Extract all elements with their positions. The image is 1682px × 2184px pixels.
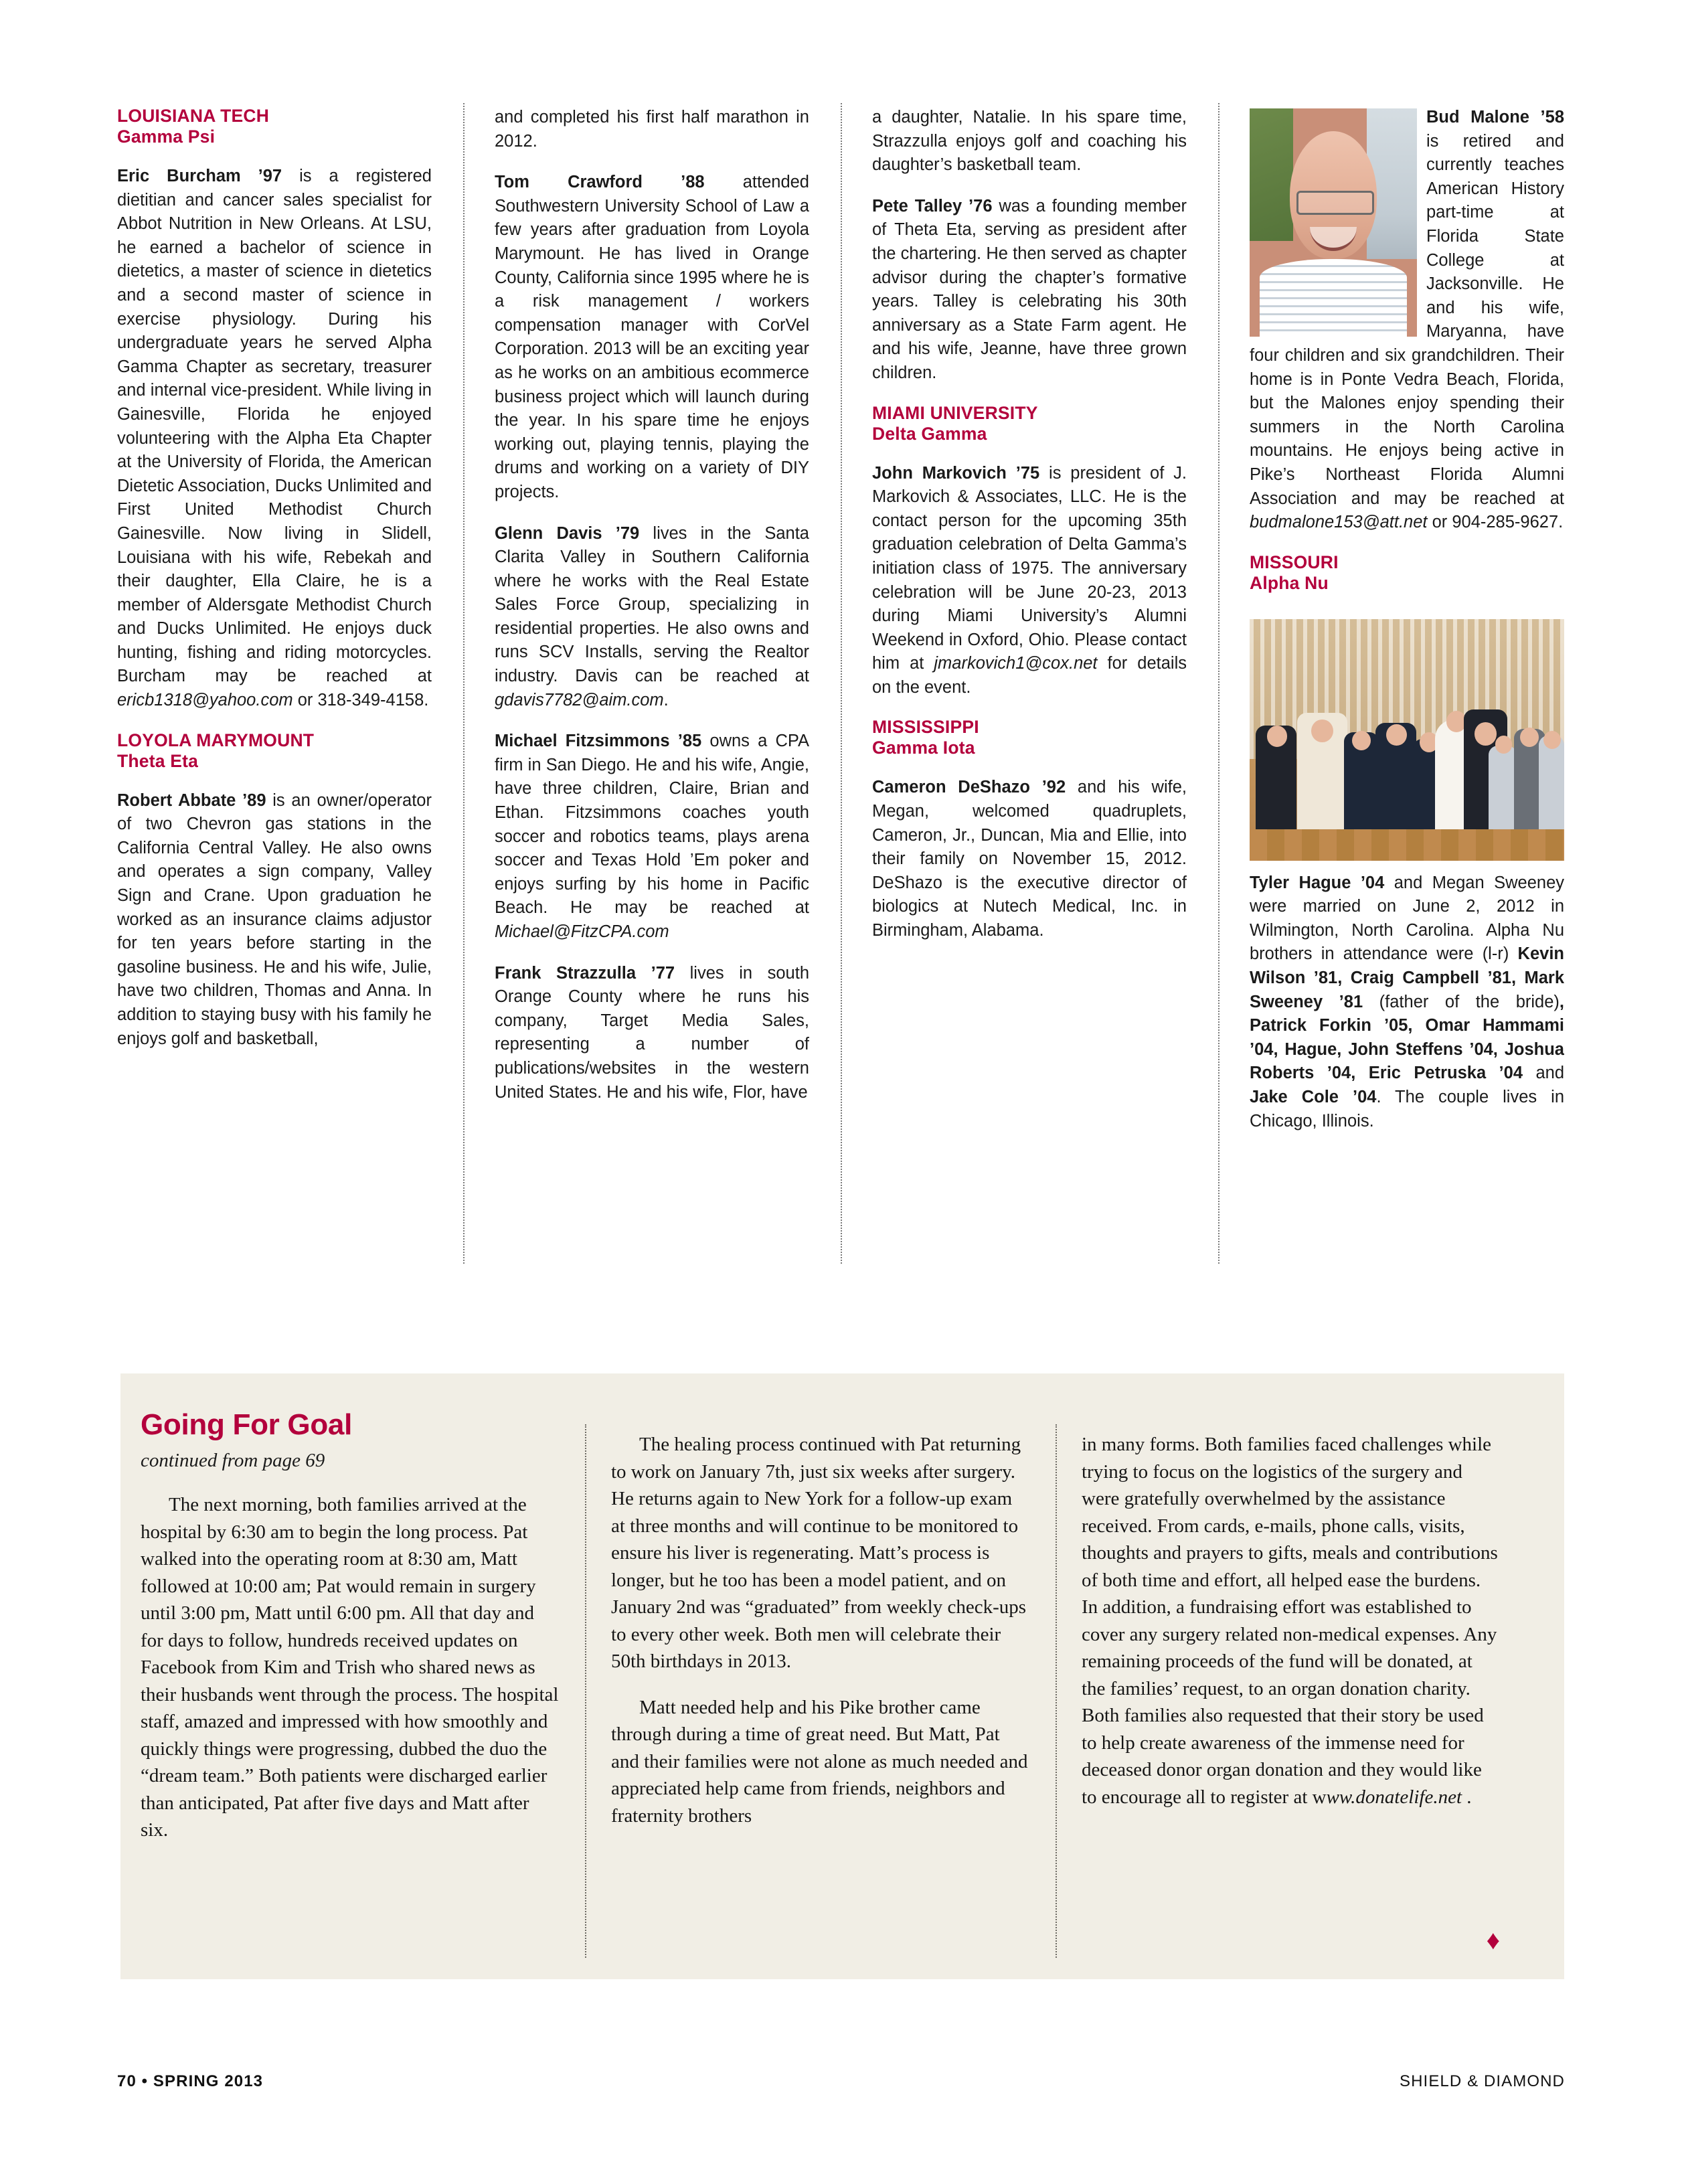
entry-email[interactable]: budmalone153@att.net [1250, 513, 1428, 532]
article-paragraph: The healing process continued with Pat returning to work on January 7th, just six weeks after surgery. He returns again to New York for a follow-up exam at three months and will continue to be monitored to ensure his liver is regenerating. Matt’s process is longer, but he too has been a model patient, and on January 2nd was “graduated” from weekly check-ups to every other week. Both men will celebrate their 50th birthdays in 2013. [611, 1434, 1027, 1672]
entry-body: is a registered dietitian and cancer sales specialist for Abbot Nutrition in New Orleans. At LSU, he earned a bachelor of science in dietetics, a master of science in dietetics and a second master of science in exercise physiology. During his undergraduate years he served Alpha Gamma Chapter as secretary, treasurer and internal vice-president. While living in Gainesville, Florida he enjoyed volunteering with the Alpha Eta Chapter at the University of Florida, the American Dietetic Association, Ducks Unlimited and First United Methodist Church Gainesville. Now living in Slidell, Louisiana with his wife, Rebekah and their daughter, Ella Claire, he is a member of Aldersgate Methodist Church and Ducks Unlimited. He enjoys duck hunting, fishing and riding motorcycles. Burcham may be reached at [117, 167, 432, 686]
news-entry-robert-abbate [117, 789, 432, 1052]
news-continuation: and completed his first half marathon in 2012. [495, 108, 809, 151]
column-divider-1 [432, 106, 495, 1270]
entry-name: John Markovich ’75 [872, 463, 1040, 483]
column-divider-3 [1187, 106, 1250, 1270]
entry-body-after: for details on the event. [872, 654, 1187, 697]
entry-name: Pete Talley ’76 [872, 196, 993, 216]
news-entry-pete-talley [872, 195, 1187, 386]
article-column-2 [611, 1390, 1029, 1966]
news-entry-cameron-deshazo [872, 776, 1187, 942]
news-entry-eric-burcham [117, 165, 432, 713]
entry-email[interactable]: jmarkovich1@cox.net [934, 654, 1098, 673]
entry-name: Michael Fitzsimmons ’85 [495, 732, 702, 751]
bud-malone-entry [1250, 106, 1564, 535]
photo-caption-tyler-hague [1250, 871, 1564, 1134]
chapter-heading-mississippi [872, 717, 1187, 758]
news-entry-frank-strazzulla [495, 962, 809, 1105]
caption-tail: . The couple lives in Chicago, Illinois. [1250, 1088, 1564, 1130]
chapter-heading-louisiana-tech [117, 106, 432, 147]
article-paragraph: The next morning, both families arrived at the hospital by 6:30 am to begin the long process. Pat walked into the operating room at 8:30 am, Matt followed at 10:00 am; Pat would remain in surgery until 3:00 pm, Matt until 6:00 pm. All that day and for days to follow, hundreds received updates on Facebook from Kim and Trish who shared news as their husbands went through the process. The hospital staff, amazed and impressed with how smoothly and quickly things were progressing, dubbed the duo the “dream team.” Both patients were discharged earlier than anticipated, Pat after five days and Matt after six. [141, 1494, 559, 1841]
article-tail: . [1462, 1786, 1472, 1808]
entry-body: lives in south Orange County where he runs his company, Target Media Sales, representing a number of publications/websites in the western United States. He and his wife, Flor, have [495, 963, 809, 1102]
article-paragraph [1082, 1431, 1500, 1811]
entry-body: lives in the Santa Clarita Valley in Southern California where he works with the Real Estate Sales Force Group, specializing in residential properties. He also owns and runs SCV Installs, serving the Realtor industry. Davis can be reached at [495, 523, 809, 686]
chapter-heading-miami-university [872, 403, 1187, 444]
footer-publication-name: SHIELD & DIAMOND [1400, 2072, 1565, 2090]
entry-body: is president of J. Markovich & Associates, LLC. He is the contact person for the upcoming 35th graduation celebration of Delta Gamma’s initiation class of 1975. The anniversary celebration will be June 20-23, 2013 during Miami University’s Alumni Weekend in Oxford, Ohio. Please contact him at [872, 463, 1187, 673]
news-entry-tom-crawford [495, 171, 809, 504]
photo-wood-floor [1250, 829, 1564, 861]
going-for-goal-article-panel [120, 1373, 1564, 1979]
entry-name: Eric Burcham ’97 [117, 167, 282, 185]
entry-email[interactable]: ericb1318@yahoo.com [117, 691, 293, 710]
news-column-3 [872, 106, 1187, 1270]
entry-email[interactable]: Michael@FitzCPA.com [495, 922, 669, 941]
article-divider-1 [559, 1390, 611, 1966]
caption-names-3: Jake Cole ’04 [1250, 1088, 1377, 1107]
news-entry-john-markovich [872, 462, 1187, 700]
entry-email[interactable]: gdavis7782@aim.com [495, 690, 664, 709]
entry-body: owns a CPA firm in San Diego. He and his wife, Angie, have three children, Claire, Brian and Ethan. Fitzsimmons coaches youth soccer and robotics teams, plays arena soccer and Texas Hold ’Em poker and enjoys surfing by his home in Pacific Beach. He may be reached at [495, 732, 809, 918]
photo-striped-polo-shirt [1260, 259, 1407, 337]
alpha-nu-wedding-group-photo [1250, 619, 1564, 861]
chapter-university: MIAMI UNIVERSITY [872, 402, 1038, 423]
entry-body: is retired and currently teaches American History part-time at Florida State College at Jacksonville. He and his wife, Maryanna, have four children and six grandchildren. Their home is in Ponte Vedra Beach, Florida, but the Malones enjoy spending their summers in the North Carolina mountains. He enjoys being active in Pike’s Northeast Florida Alumni Association and may be reached at [1250, 131, 1564, 508]
news-column-2 [495, 106, 809, 1270]
article-column-3: in many forms. Both families faced challenges while trying to focus on the logistics of the surgery and were gratefully overwhelmed by the assistance received. From cards, e-mails, phone calls, visits, thoughts and prayers to gifts, meals and contributions of both time and effort, all helped ease the burdens. In addition, a fundraising effort was established to cover any surgery related non-medical expenses. Any remaining proceeds of the fund will be donated, at the families’ request, to an organ donation charity. Both families also requested that their story be used to help create awareness of the immense need for deceased donor organ donation and they would like to encourage all to register at www.donatelife.net . ♦ [1082, 1390, 1500, 1966]
caption-name: Tyler Hague ’04 [1250, 873, 1385, 892]
donate-life-url[interactable]: ww.donatelife.net [1326, 1786, 1462, 1808]
chapter-name: Alpha Nu [1250, 572, 1329, 593]
article-continued-from: continued from page 69 [141, 1450, 325, 1471]
entry-name: Tom Crawford ’88 [495, 173, 705, 192]
photo-glasses [1296, 191, 1374, 216]
caption-mid-2: and [1523, 1064, 1564, 1083]
article-title: Going For Goal [141, 1408, 353, 1441]
article-divider-2 [1029, 1390, 1082, 1966]
chapter-name: Delta Gamma [872, 423, 987, 444]
column-divider-2 [809, 106, 872, 1270]
caption-names-1: Kevin Wilson ’81, Craig Campbell ’81, Mark Sweeney ’81 [1250, 944, 1564, 1011]
caption-mid: (father of the bride) [1363, 992, 1560, 1011]
photo-tree-background [1250, 108, 1293, 241]
entry-name: Glenn Davis ’79 [495, 523, 640, 543]
entry-body-after: or 318-349-4158. [292, 691, 429, 710]
chapter-heading-missouri [1250, 552, 1564, 594]
news-continuation: a daughter, Natalie. In his spare time, Strazzulla enjoys golf and coaching his daughter’s basketball team. [872, 108, 1187, 175]
entry-body: is an owner/operator of two Chevron gas stations in the California Central Valley. He also owns and operates a sign company, Valley Sign and Crane. Upon graduation he worked as an insurance claims adjustor for ten years before starting in the gasoline business. He and his wife, Julie, have two children, Thomas and Anna. In addition to staying busy with his family he enjoys golf and basketball, [117, 790, 432, 1048]
entry-name: Bud Malone ’58 [1426, 108, 1564, 127]
news-entry-michael-fitzsimmons [495, 730, 809, 944]
entry-body-after: . [663, 690, 669, 709]
entry-body: was a founding member of Theta Eta, serving as president after the chartering. He then served as chapter advisor during the chapter’s formative years. Talley is celebrating his 30th anniversary as a State Farm agent. He and his wife, Jeanne, have three grown children. [872, 196, 1187, 382]
entry-name: Frank Strazzulla ’77 [495, 963, 675, 983]
chapter-university: LOYOLA MARYMOUNT [117, 730, 315, 750]
caption-body: and Megan Sweeney were married on June 2, 2012 in Wilmington, North Carolina. Alpha Nu brothers in attendance were (l-r) [1250, 873, 1564, 964]
chapter-university: LOUISIANA TECH [117, 106, 270, 126]
news-column-4 [1250, 106, 1564, 1270]
bud-malone-portrait-photo [1250, 108, 1417, 337]
entry-name: Cameron DeShazo ’92 [872, 778, 1066, 797]
news-column-1 [117, 106, 432, 1270]
caption-names-2: , Patrick Forkin ’05, Omar Hammami ’04, Hague, John Steffens ’04, Joshua Roberts ’04, Eric Petruska ’04 [1250, 992, 1564, 1083]
chapter-name: Gamma Psi [117, 127, 216, 147]
chapter-name: Theta Eta [117, 750, 199, 771]
entry-body: attended Southwestern University School of Law a few years after graduation from Loyola Marymount. He has lived in Orange County, California since 1995 where he is a risk management / workers compensation manager with CorVel Corporation. 2013 will be an exciting year as he works on an ambitious ecommerce business project which will launch during the year. In his spare time he enjoys working out, playing tennis, playing the drums and working on a variety of DIY projects. [495, 173, 809, 501]
chapter-name: Gamma Iota [872, 738, 975, 758]
chapter-news-grid [117, 106, 1565, 1270]
entry-name: Robert Abbate ’89 [117, 790, 266, 810]
chapter-heading-loyola-marymount [117, 730, 432, 772]
entry-body: and his wife, Megan, welcomed quadruplets, Cameron, Jr., Duncan, Mia and Ellie, into their family on November 15, 2012. DeShazo is the executive director of biologics at Nutech Medical, Inc. in Birmingham, Alabama. [872, 778, 1187, 940]
chapter-university: MISSOURI [1250, 552, 1339, 572]
chapter-university: MISSISSIPPI [872, 717, 979, 738]
page-footer [117, 2068, 1565, 2095]
footer-page-number: 70 • SPRING 2013 [117, 2072, 264, 2090]
entry-body-after: or 904-285-9627. [1427, 513, 1564, 532]
article-column-1 [141, 1390, 559, 1966]
article-paragraph: Matt needed help and his Pike brother came through during a time of great need. But Matt, Pat and their families were not alone as much needed and appreciated help came from friends, neighbors and fraternity brothers [611, 1696, 1028, 1827]
news-entry-glenn-davis [495, 522, 809, 713]
article-body: in many forms. Both families faced challenges while trying to focus on the logistics of the surgery and were gratefully overwhelmed by the assistance received. From cards, e-mails, phone calls, visits, thoughts and prayers to gifts, meals and contributions of both time and effort, all helped ease the burdens. In addition, a fundraising effort was established to cover any surgery related non-medical expenses. Any remaining proceeds of the fund will be donated, at the families’ request, to an organ donation charity. Both families also requested that their story be used to help create awareness of the immense need for deceased donor organ donation and they would like to encourage all to register at w [1082, 1434, 1498, 1808]
